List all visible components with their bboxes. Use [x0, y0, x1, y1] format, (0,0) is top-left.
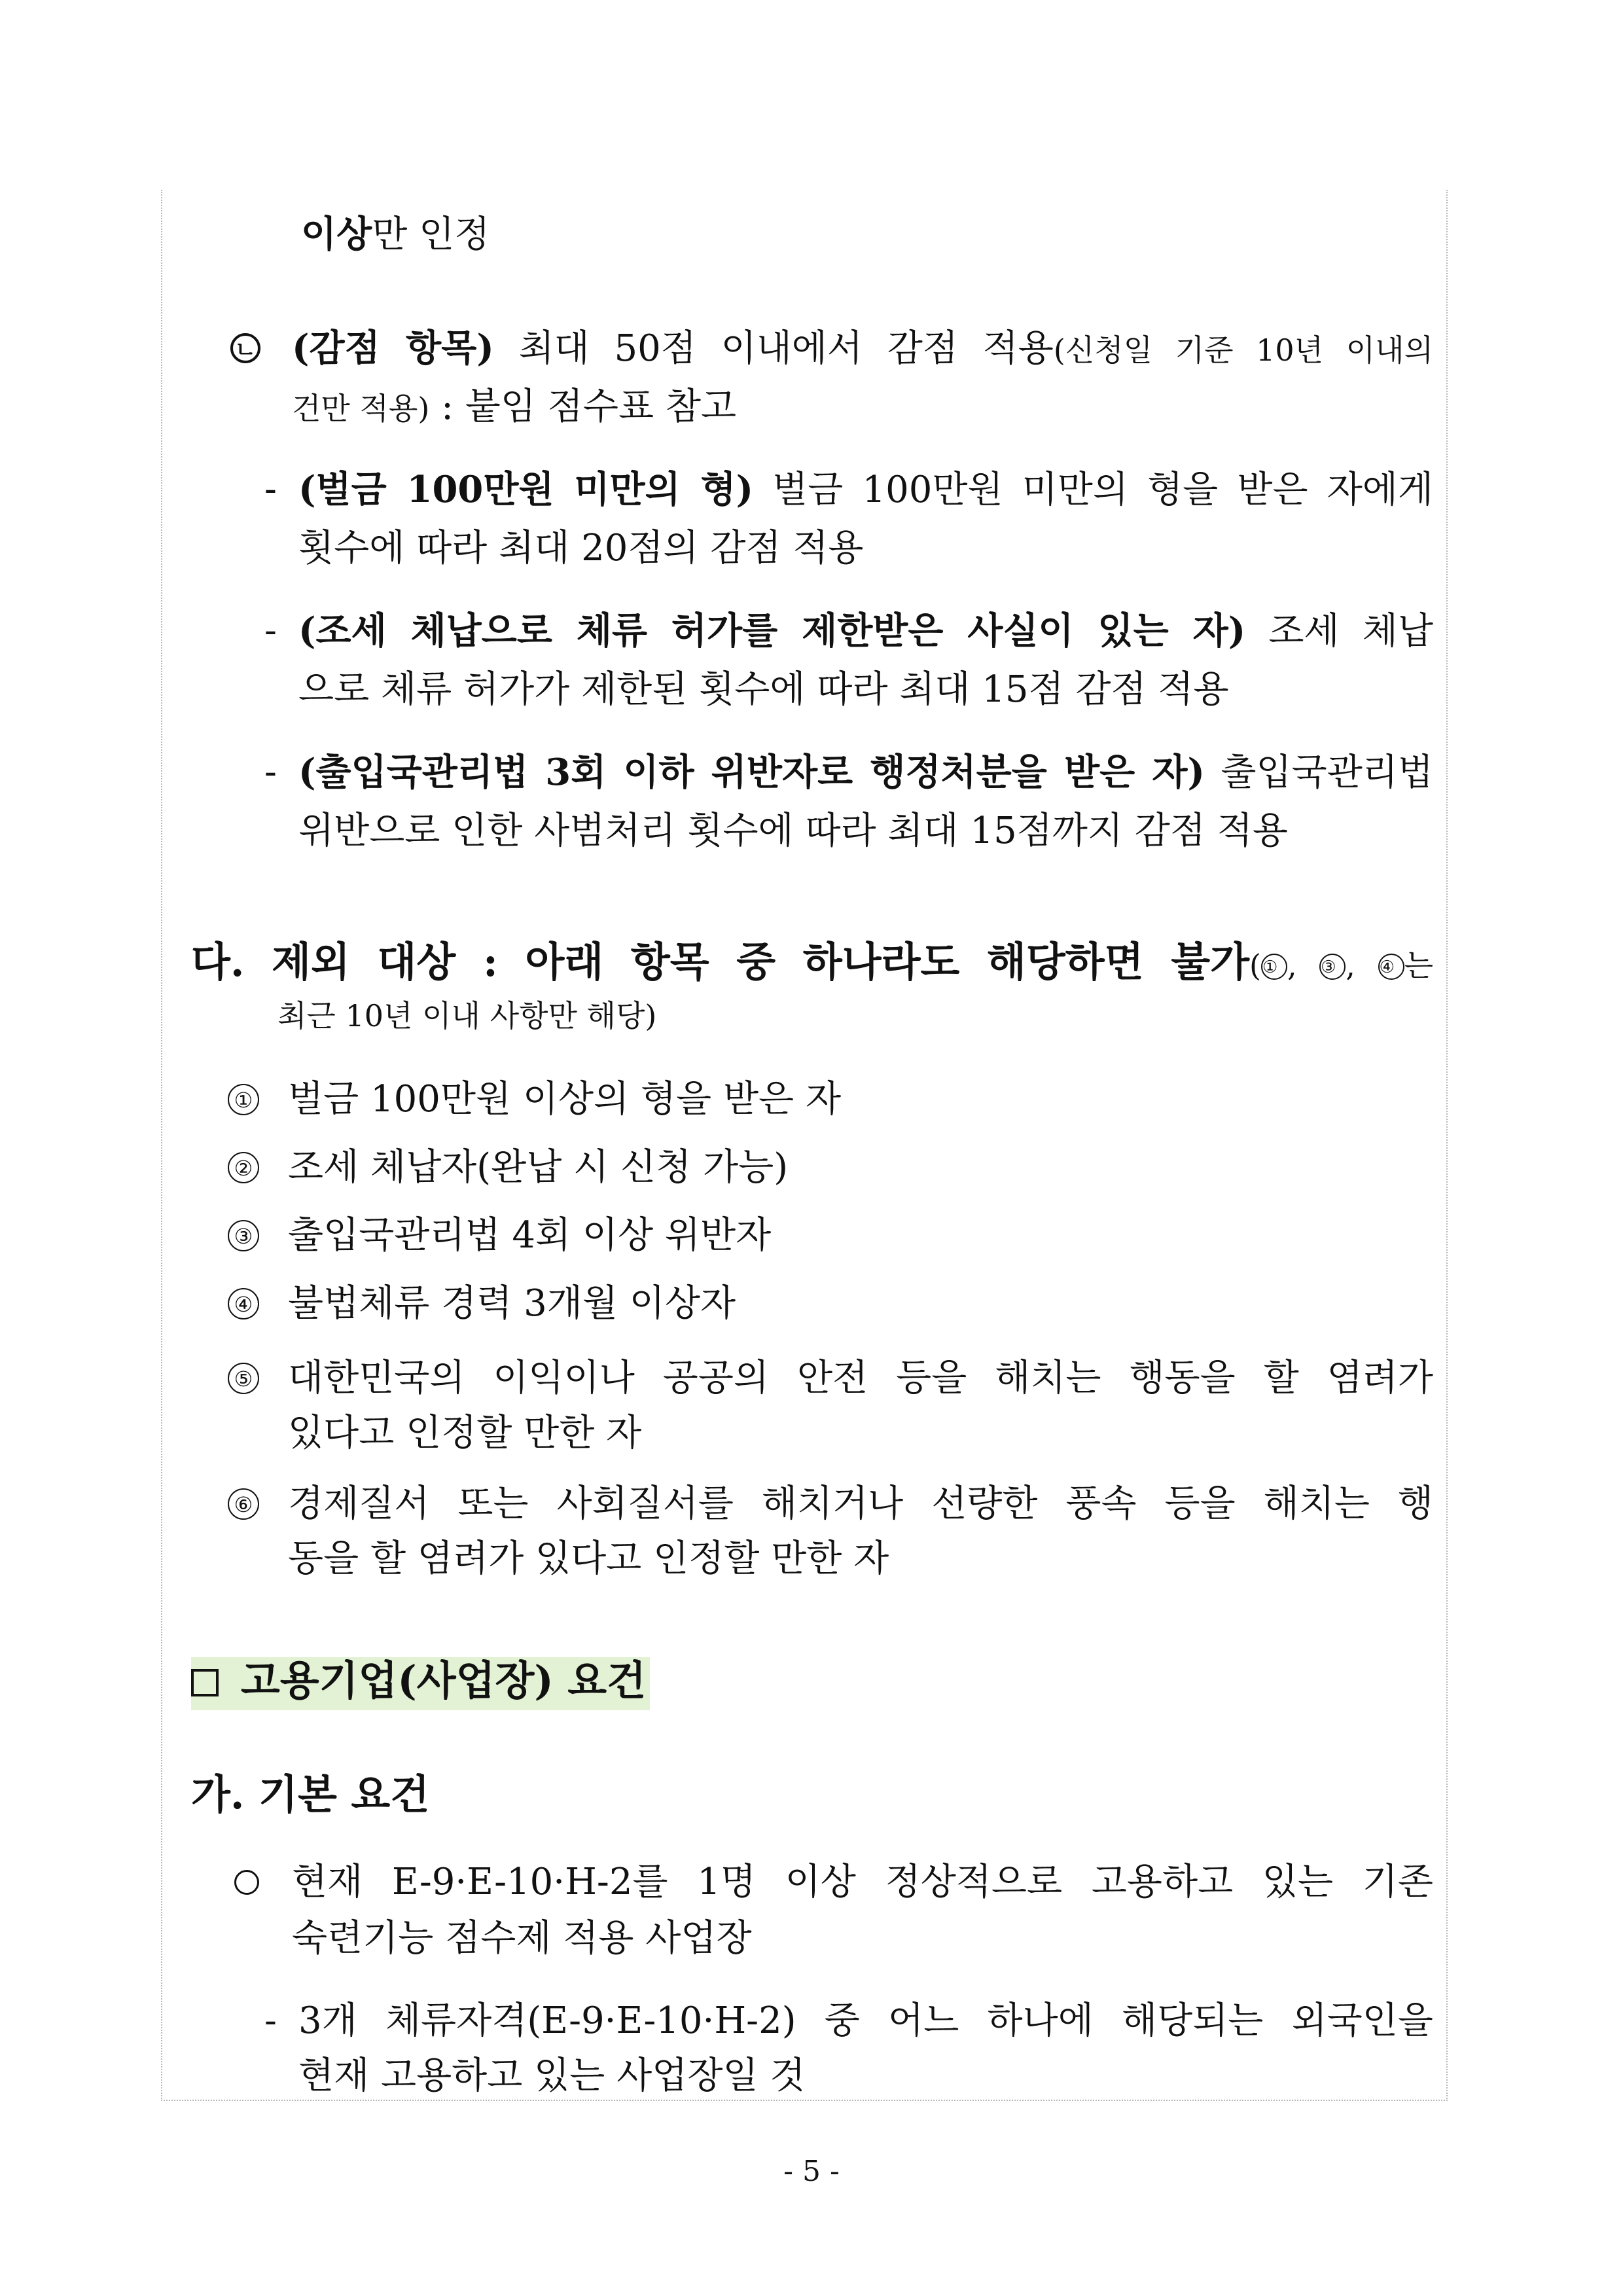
deduction-item-2-rest: 조세 체납	[1245, 610, 1433, 653]
basic-item-line-1: 현재 E-9·E-10·H-2를 1명 이상 정상적으로 고용하고 있는 기존	[292, 1861, 1433, 1903]
basic-sub-line-1: 3개 체류자격(E-9·E-10·H-2) 중 어느 하나에 해당되는 외국인을	[298, 2000, 1433, 2042]
top-line-rest: 만 인정	[372, 213, 490, 256]
deduction-item-1-line-2: 횟수에 따라 최대 20점의 감점 적용	[298, 527, 864, 569]
circled-3-icon: ③	[228, 1220, 259, 1251]
exclusion-num-5	[228, 1344, 259, 1412]
basic-item-line-2: 숙련기능 점수제 적용 사업장	[292, 1917, 752, 1960]
exclusion-ref-4: ④	[1378, 954, 1404, 980]
circled-4-icon: ④	[228, 1288, 259, 1319]
circled-2-icon: ②	[228, 1152, 259, 1183]
exclusion-num-4	[228, 1270, 259, 1338]
exclusion-item-6-line-2: 동을 할 염려가 있다고 인정할 만한 자	[288, 1537, 889, 1580]
dash-bullet: -	[264, 468, 277, 511]
section-header-highlight	[191, 1657, 650, 1710]
deduction-line-2	[292, 373, 736, 442]
exclusion-item-1: 벌금 100만원 이상의 형을 받은 자	[288, 1078, 842, 1121]
deduction-item-3-line-2: 위반으로 인한 사범처리 횟수에 따라 최대 15점까지 감점 적용	[298, 810, 1288, 852]
circled-5-icon: ⑤	[228, 1363, 259, 1394]
deduction-line2-rest: : 붙임 점수표 참고	[429, 386, 737, 428]
exclusion-item-6-line-1: 경제질서 또는 사회질서를 해치거나 선량한 풍속 등을 해치는 행	[288, 1482, 1433, 1525]
section-header	[191, 1644, 650, 1719]
deduction-text: 최대 50점 이내에서 감점 적용	[493, 327, 1054, 370]
basic-sub-line-2: 현재 고용하고 있는 사업장일 것	[298, 2054, 806, 2097]
circled-nieun-icon: ㄴ	[230, 333, 260, 363]
deduction-title: (감점 항목)	[292, 327, 494, 370]
dash-bullet: -	[264, 751, 277, 793]
exclusion-ref-1: ①	[1261, 954, 1287, 980]
deduction-item-3-rest: 출입국관리법	[1204, 751, 1433, 794]
deduction-item-1-rest: 벌금 100만원 미만의 형을 받은 자에게	[753, 469, 1433, 511]
deduction-small: (신청일 기준 10년 이내의	[1053, 332, 1433, 368]
dash-bullet: -	[264, 609, 277, 652]
exclusion-suffix: 는	[1404, 948, 1433, 983]
section-title: 고용기업(사업장) 요건	[240, 1657, 647, 1704]
basic-item-bullet	[234, 1848, 259, 1916]
deduction-marker	[230, 314, 260, 382]
top-line	[301, 200, 490, 269]
checkbox-icon	[191, 1669, 219, 1696]
exclusion-heading-line-2: 최근 10년 이내 사항만 해당)	[277, 998, 657, 1033]
exclusion-sep-2: ,	[1346, 948, 1378, 983]
exclusion-item-2: 조세 체납자(완납 시 신청 가능)	[288, 1146, 789, 1189]
deduction-line2-small: 건만 적용)	[292, 391, 430, 426]
circled-6-icon: ⑥	[228, 1488, 259, 1520]
dash-bullet: -	[264, 2000, 277, 2042]
exclusion-num-2	[228, 1134, 259, 1202]
exclusion-num-1	[228, 1066, 259, 1134]
exclusion-item-3: 출입국관리법 4회 이상 위반자	[288, 1214, 772, 1257]
top-line-bold: 이상	[301, 213, 372, 256]
deduction-item-3-bold: (출입국관리법 3회 이하 위반자로 행정처분을 받은 자)	[298, 751, 1205, 794]
deduction-item-2-line-2: 으로 체류 허가가 제한된 횟수에 따라 최대 15점 감점 적용	[298, 668, 1229, 711]
exclusion-item-5-line-2: 있다고 인정할 만한 자	[288, 1412, 642, 1454]
exclusion-num-6	[228, 1470, 259, 1538]
exclusion-item-5-line-1: 대한민국의 이익이나 공공의 안전 등을 해치는 행동을 할 염려가	[288, 1357, 1433, 1399]
exclusion-sep-1: ,	[1287, 948, 1320, 983]
page-number: - 5 -	[783, 2155, 840, 2188]
exclusion-paren: (	[1249, 948, 1261, 983]
exclusion-num-3	[228, 1202, 259, 1270]
circled-1-icon: ①	[228, 1084, 259, 1115]
open-circle-bullet-icon	[234, 1870, 259, 1895]
deduction-item-1-bold: (벌금 100만원 미만의 형)	[298, 468, 754, 511]
basic-heading: 가. 기본 요건	[191, 1770, 430, 1818]
exclusion-ref-3: ③	[1319, 954, 1346, 980]
exclusion-item-4: 불법체류 경력 3개월 이상자	[288, 1282, 736, 1325]
exclusion-heading: 다. 제외 대상 : 아래 항목 중 하나라도 해당하면 불가	[191, 938, 1250, 986]
deduction-item-2-bold: (조세 체납으로 체류 허가를 제한받은 사실이 있는 자)	[298, 609, 1246, 653]
